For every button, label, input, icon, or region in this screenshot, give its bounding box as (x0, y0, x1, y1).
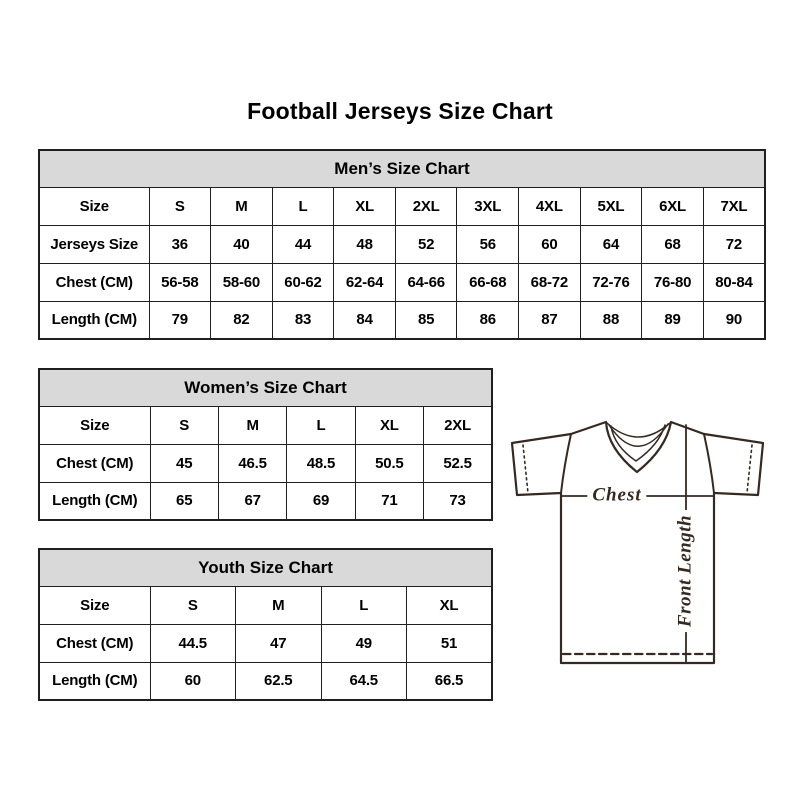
value-cell: 72 (703, 225, 765, 263)
womens-table-body (39, 406, 492, 520)
value-cell: 50.5 (355, 444, 423, 482)
value-cell: 56 (457, 225, 519, 263)
value-cell: 65 (150, 482, 218, 520)
jersey-right-cuff-stitch (747, 445, 752, 493)
value-cell: 64.5 (321, 662, 407, 700)
value-cell: 89 (642, 301, 704, 339)
value-cell: L (287, 406, 355, 444)
table-row (39, 482, 492, 520)
value-cell: S (149, 187, 211, 225)
value-cell: 86 (457, 301, 519, 339)
chest-measure-label: Chest (587, 486, 646, 507)
value-cell: 67 (218, 482, 286, 520)
value-cell: 44 (272, 225, 334, 263)
value-cell: 83 (272, 301, 334, 339)
value-cell: 2XL (395, 187, 457, 225)
row-label-cell: Length (CM) (39, 662, 150, 700)
value-cell: 40 (211, 225, 273, 263)
value-cell: 4XL (519, 187, 581, 225)
value-cell: 48 (334, 225, 396, 263)
value-cell: 49 (321, 624, 407, 662)
value-cell: 47 (236, 624, 322, 662)
value-cell: 6XL (642, 187, 704, 225)
jersey-diagram-svg (502, 400, 772, 680)
value-cell: 36 (149, 225, 211, 263)
value-cell: 5XL (580, 187, 642, 225)
value-cell: L (321, 586, 407, 624)
womens-table-title: Women’s Size Chart (39, 369, 492, 406)
value-cell: 62-64 (334, 263, 396, 301)
value-cell: XL (355, 406, 423, 444)
value-cell: 68 (642, 225, 704, 263)
page-title: Football Jerseys Size Chart (247, 98, 553, 124)
value-cell: 76-80 (642, 263, 704, 301)
value-cell: 72-76 (580, 263, 642, 301)
value-cell: XL (334, 187, 396, 225)
value-cell: 44.5 (150, 624, 236, 662)
value-cell: 52 (395, 225, 457, 263)
row-label-cell: Size (39, 586, 150, 624)
youth-size-table (38, 548, 493, 701)
table-row (39, 406, 492, 444)
value-cell: 60-62 (272, 263, 334, 301)
value-cell: M (211, 187, 273, 225)
value-cell: 3XL (457, 187, 519, 225)
value-cell: M (218, 406, 286, 444)
value-cell: L (272, 187, 334, 225)
row-label-cell: Length (CM) (39, 301, 149, 339)
value-cell: 68-72 (519, 263, 581, 301)
value-cell: 82 (211, 301, 273, 339)
table-row (39, 263, 765, 301)
value-cell: 79 (149, 301, 211, 339)
table-row (39, 624, 492, 662)
mens-table-title: Men’s Size Chart (39, 150, 765, 187)
value-cell: 48.5 (287, 444, 355, 482)
table-header-row (39, 549, 492, 586)
value-cell: 60 (150, 662, 236, 700)
value-cell: 71 (355, 482, 423, 520)
jersey-left-armhole (561, 434, 571, 493)
table-row (39, 225, 765, 263)
table-header-row (39, 150, 765, 187)
mens-size-table (38, 149, 766, 340)
row-label-cell: Chest (CM) (39, 444, 150, 482)
table-header-row (39, 369, 492, 406)
value-cell: 66-68 (457, 263, 519, 301)
jersey-left-cuff-stitch (523, 445, 528, 493)
row-label-cell: Length (CM) (39, 482, 150, 520)
row-label-cell: Chest (CM) (39, 624, 150, 662)
value-cell: 45 (150, 444, 218, 482)
value-cell: 56-58 (149, 263, 211, 301)
value-cell: 80-84 (703, 263, 765, 301)
value-cell: 88 (580, 301, 642, 339)
jersey-measurement-diagram (502, 400, 772, 680)
value-cell: 62.5 (236, 662, 322, 700)
value-cell: 2XL (424, 406, 492, 444)
value-cell: 73 (424, 482, 492, 520)
table-row (39, 662, 492, 700)
value-cell: 66.5 (407, 662, 493, 700)
row-label-cell: Chest (CM) (39, 263, 149, 301)
value-cell: S (150, 406, 218, 444)
row-label-cell: Jerseys Size (39, 225, 149, 263)
value-cell: 51 (407, 624, 493, 662)
value-cell: 64 (580, 225, 642, 263)
youth-table-body (39, 586, 492, 700)
value-cell: XL (407, 586, 493, 624)
table-row (39, 301, 765, 339)
value-cell: M (236, 586, 322, 624)
table-row (39, 187, 765, 225)
mens-table-body (39, 187, 765, 339)
table-row (39, 444, 492, 482)
value-cell: 90 (703, 301, 765, 339)
value-cell: 52.5 (424, 444, 492, 482)
value-cell: 69 (287, 482, 355, 520)
value-cell: 7XL (703, 187, 765, 225)
row-label-cell: Size (39, 406, 150, 444)
value-cell: 85 (395, 301, 457, 339)
row-label-cell: Size (39, 187, 149, 225)
value-cell: 58-60 (211, 263, 273, 301)
table-row (39, 586, 492, 624)
value-cell: S (150, 586, 236, 624)
jersey-right-armhole (704, 434, 714, 493)
youth-table-title: Youth Size Chart (39, 549, 492, 586)
front-length-measure-label: Front Length (676, 510, 697, 632)
value-cell: 46.5 (218, 444, 286, 482)
value-cell: 84 (334, 301, 396, 339)
value-cell: 60 (519, 225, 581, 263)
jersey-collar-outline (571, 422, 704, 472)
womens-size-table (38, 368, 493, 521)
value-cell: 64-66 (395, 263, 457, 301)
value-cell: 87 (519, 301, 581, 339)
